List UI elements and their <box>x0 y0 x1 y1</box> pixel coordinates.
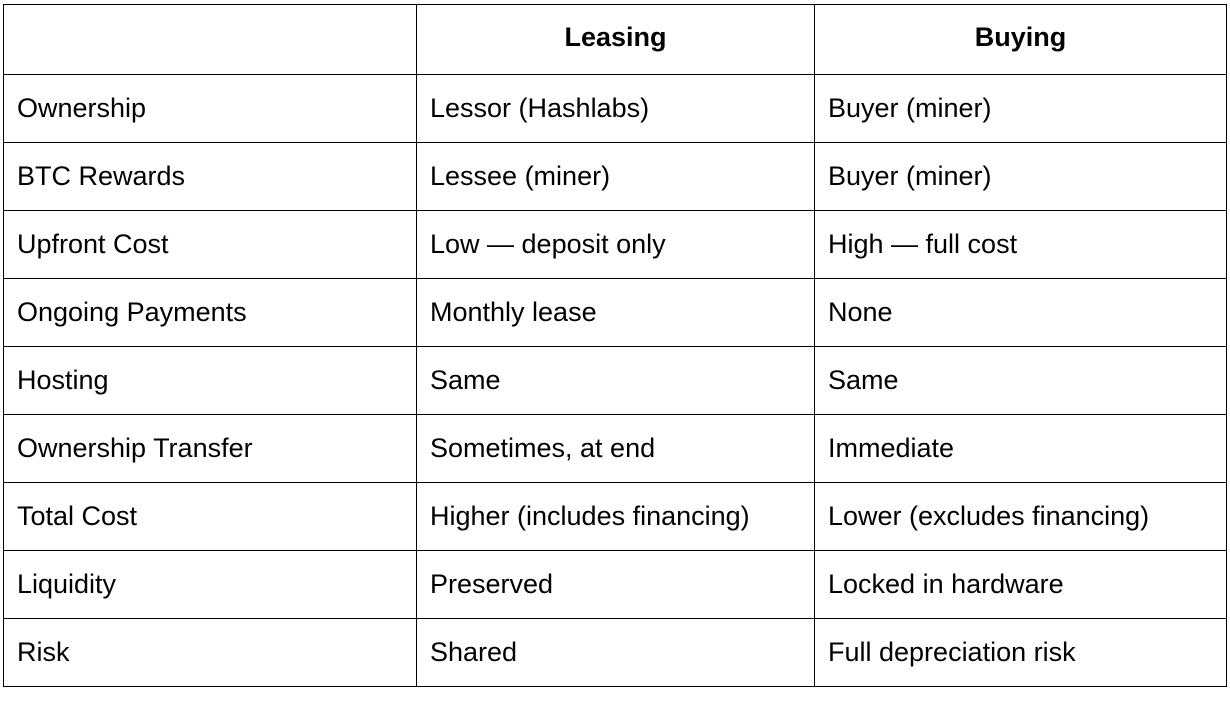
table-row <box>4 279 1227 347</box>
header-row <box>4 5 1227 75</box>
buying-cell: Lower (excludes financing) <box>815 483 1227 551</box>
row-label-cell: Ownership <box>4 75 417 143</box>
buying-cell: High — full cost <box>815 211 1227 279</box>
table-row <box>4 347 1227 415</box>
buying-cell: Full depreciation risk <box>815 619 1227 687</box>
leasing-cell: Preserved <box>417 551 815 619</box>
row-label-cell: Upfront Cost <box>4 211 417 279</box>
table-row <box>4 211 1227 279</box>
leasing-cell: Monthly lease <box>417 279 815 347</box>
row-label-cell: BTC Rewards <box>4 143 417 211</box>
row-label-cell: Hosting <box>4 347 417 415</box>
leasing-cell: Sometimes, at end <box>417 415 815 483</box>
row-label-cell: Ownership Transfer <box>4 415 417 483</box>
leasing-cell: Higher (includes financing) <box>417 483 815 551</box>
buying-cell: Same <box>815 347 1227 415</box>
table-row <box>4 483 1227 551</box>
buying-cell: Immediate <box>815 415 1227 483</box>
buying-cell: Buyer (miner) <box>815 75 1227 143</box>
row-label-cell: Risk <box>4 619 417 687</box>
leasing-cell: Low — deposit only <box>417 211 815 279</box>
buying-cell: Locked in hardware <box>815 551 1227 619</box>
table-row <box>4 143 1227 211</box>
leasing-cell: Same <box>417 347 815 415</box>
header-cell-buying: Buying <box>815 5 1227 75</box>
leasing-cell: Shared <box>417 619 815 687</box>
row-label-cell: Total Cost <box>4 483 417 551</box>
leasing-cell: Lessee (miner) <box>417 143 815 211</box>
leasing-vs-buying-table <box>3 4 1227 687</box>
header-cell-empty <box>4 5 417 75</box>
table-row <box>4 415 1227 483</box>
header-cell-leasing: Leasing <box>417 5 815 75</box>
buying-cell: Buyer (miner) <box>815 143 1227 211</box>
leasing-cell: Lessor (Hashlabs) <box>417 75 815 143</box>
row-label-cell: Ongoing Payments <box>4 279 417 347</box>
buying-cell: None <box>815 279 1227 347</box>
table-row <box>4 619 1227 687</box>
table-row <box>4 75 1227 143</box>
row-label-cell: Liquidity <box>4 551 417 619</box>
table-row <box>4 551 1227 619</box>
